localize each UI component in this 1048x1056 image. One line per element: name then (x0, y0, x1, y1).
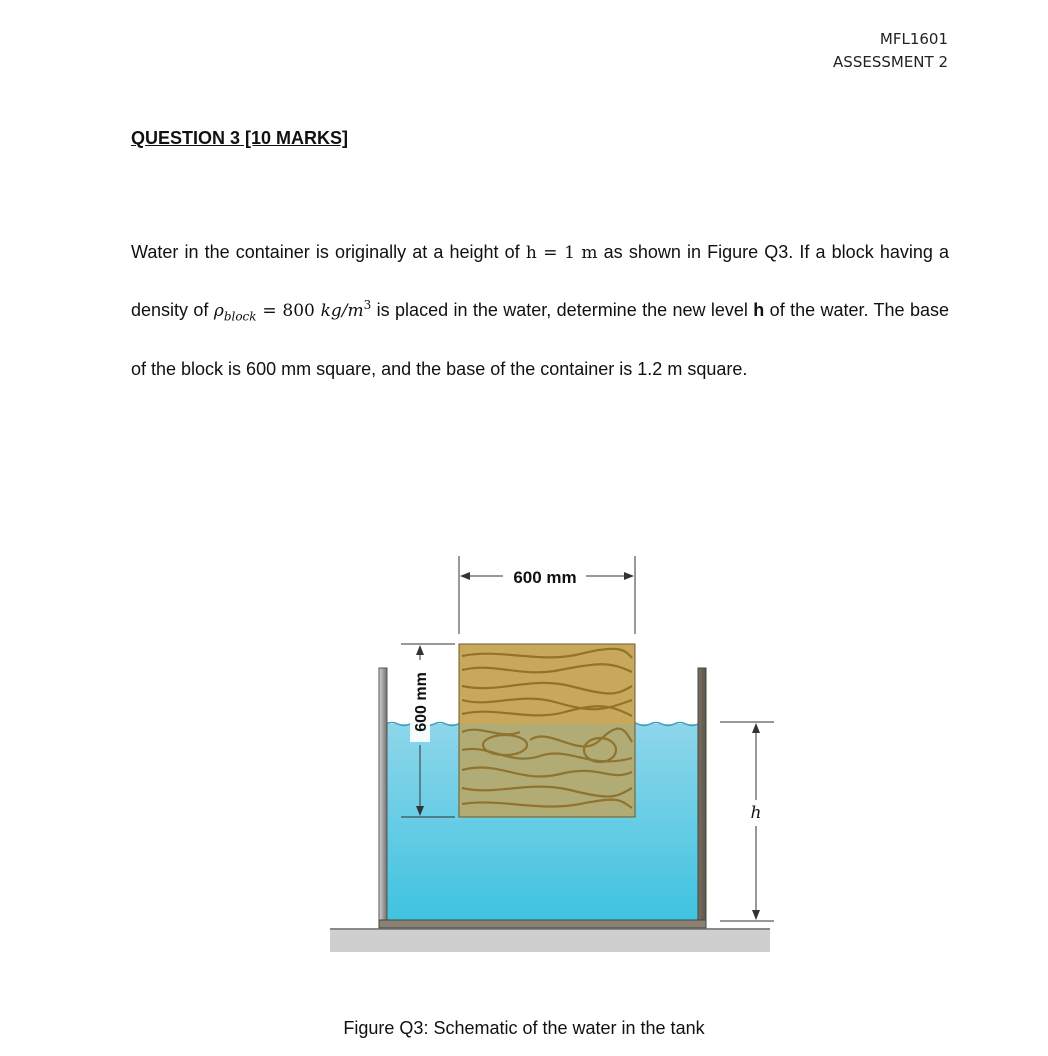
wood-block (459, 644, 635, 817)
density-units-exponent: 3 (363, 298, 372, 312)
tank-right-wall (698, 668, 706, 928)
density-symbol: ρ (213, 301, 224, 321)
block-width-label: 600 mm (513, 568, 577, 587)
question-text-part-4: of the water. The base of the block is 600 mm square, and the base of the container is 1.2 m square. (131, 300, 949, 379)
question-text-part-1: Water in the container is originally at a height of (131, 242, 526, 262)
tank-left-wall (379, 668, 387, 928)
height-equation: h = 1 m (525, 243, 598, 263)
block-height-label: 600 mm (413, 672, 430, 732)
course-code: MFL1601 (879, 30, 948, 48)
density-value: = 800 (256, 301, 321, 321)
density-subscript: block (223, 309, 257, 324)
height-symbol-bold: h (753, 300, 765, 320)
density-units: kg/m (320, 301, 364, 321)
water-height-label: h (750, 803, 762, 823)
tank-bottom (379, 920, 706, 928)
figure-caption: Figure Q3: Schematic of the water in the tank (343, 1018, 705, 1038)
question-text-part-3: is placed in the water, determine the new level (371, 300, 754, 320)
question-text-part-2: as shown in Figure Q3. If a block having a density of (131, 242, 949, 320)
question-title: QUESTION 3 [10 MARKS] (131, 128, 349, 148)
ground (330, 928, 770, 952)
assessment-label: ASSESSMENT 2 (833, 53, 948, 71)
